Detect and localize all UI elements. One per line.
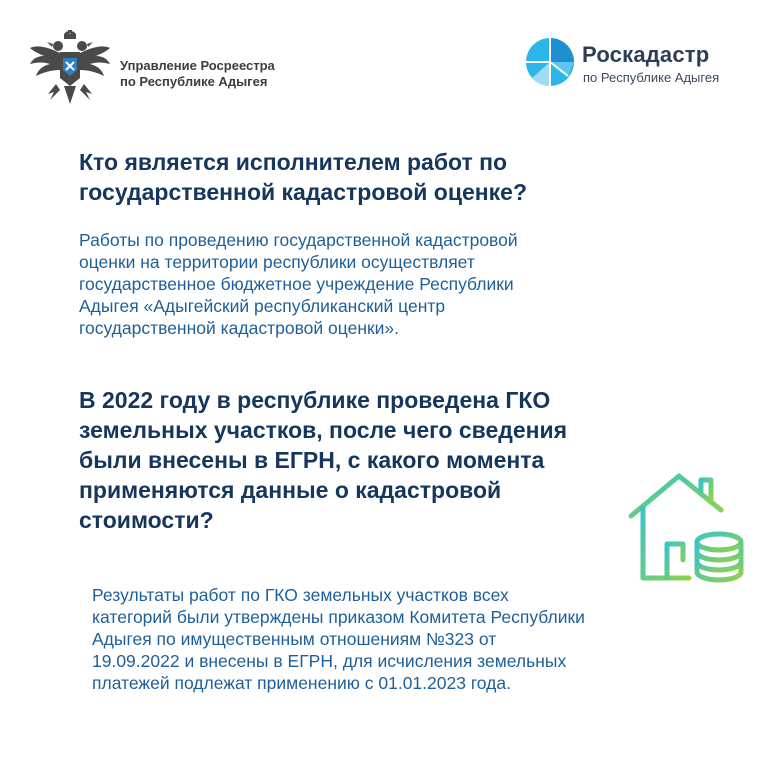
answer-1-line: Адыгея «Адыгейский республиканский центр	[79, 296, 446, 316]
question-2-line: стоимости?	[79, 507, 214, 533]
question-2-line: были внесены в ЕГРН, с какого момента	[79, 447, 545, 473]
answer-1-line: Работы по проведению государственной кадастровой	[79, 230, 518, 250]
roskadastr-header	[524, 36, 760, 96]
org-name	[120, 58, 275, 90]
rosreestr-header	[28, 30, 298, 110]
roskadastr-logo-icon	[524, 36, 576, 88]
question-1	[79, 147, 699, 207]
answer-2-line: платежей подлежат применению с 01.01.2023 года.	[92, 673, 511, 693]
org-name-line2: по Республике Адыгея	[120, 74, 268, 89]
question-2-line: В 2022 году в республике проведена ГКО	[79, 387, 551, 413]
brand-subtitle: по Республике Адыгея	[583, 70, 720, 85]
answer-1	[79, 229, 699, 339]
answer-1-line: оценки на территории республики осуществляет	[79, 252, 475, 272]
answer-2-line: Адыгея по имущественным отношениям №323 от	[92, 629, 497, 649]
answer-2-line: Результаты работ по ГКО земельных участков всех	[92, 585, 509, 605]
question-2-line: земельных участков, после чего сведения	[79, 417, 568, 443]
question-1-line: Кто является исполнителем работ по	[79, 149, 508, 175]
eagle-emblem-icon	[28, 30, 112, 110]
question-2-line: применяются данные о кадастровой	[79, 477, 502, 503]
answer-2	[92, 584, 722, 694]
answer-2-line: 19.09.2022 и внесены в ЕГРН, для исчисления земельных	[92, 651, 567, 671]
answer-1-line: государственной кадастровой оценки».	[79, 318, 400, 338]
question-2	[79, 385, 699, 535]
answer-2-line: категорий были утверждены приказом Комитета Республики	[92, 607, 585, 627]
house-with-coins-icon	[625, 470, 745, 585]
brand-title: Роскадастр	[582, 42, 710, 67]
answer-1-line: государственное бюджетное учреждение Республики	[79, 274, 514, 294]
question-1-line: государственной кадастровой оценке?	[79, 179, 528, 205]
org-name-line1: Управление Росреестра	[120, 58, 275, 73]
